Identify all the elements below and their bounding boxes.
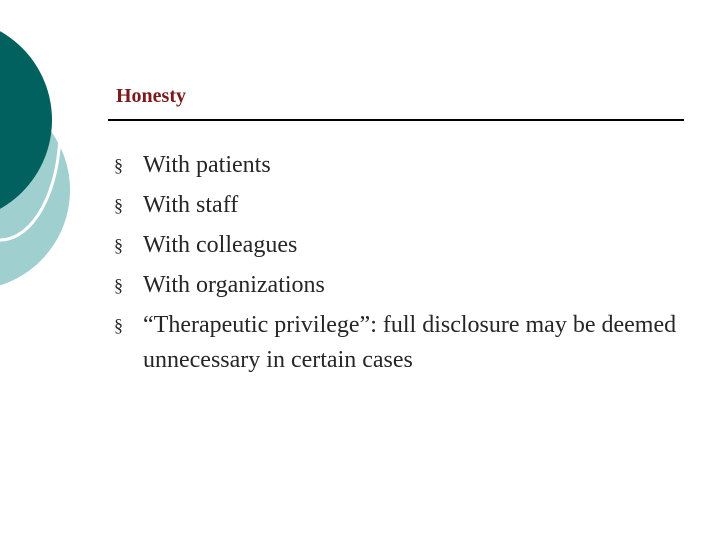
bullet-item — [114, 308, 684, 378]
bullet-text: With patients — [143, 152, 271, 178]
bullet-marker: § — [114, 235, 123, 255]
bullet-marker: § — [114, 315, 123, 335]
bullet-text: With organizations — [143, 272, 325, 298]
bullet-text: With colleagues — [143, 232, 298, 258]
bullet-item — [114, 228, 684, 263]
bullet-list — [114, 148, 684, 383]
decorative-circles — [0, 0, 80, 300]
title-divider — [108, 119, 684, 121]
slide-title: Honesty — [116, 85, 186, 107]
bullet-marker: § — [114, 275, 123, 295]
bullet-item — [114, 268, 684, 303]
decorative-circles-graphic — [0, 0, 80, 300]
bullet-marker: § — [114, 155, 123, 175]
bullet-text: With staff — [143, 192, 239, 218]
bullet-text: “Therapeutic privilege”: full disclosure may be deemed unnecessary in certain cases — [143, 312, 677, 373]
bullet-item — [114, 148, 684, 183]
bullet-item — [114, 188, 684, 223]
bullet-marker: § — [114, 195, 123, 215]
